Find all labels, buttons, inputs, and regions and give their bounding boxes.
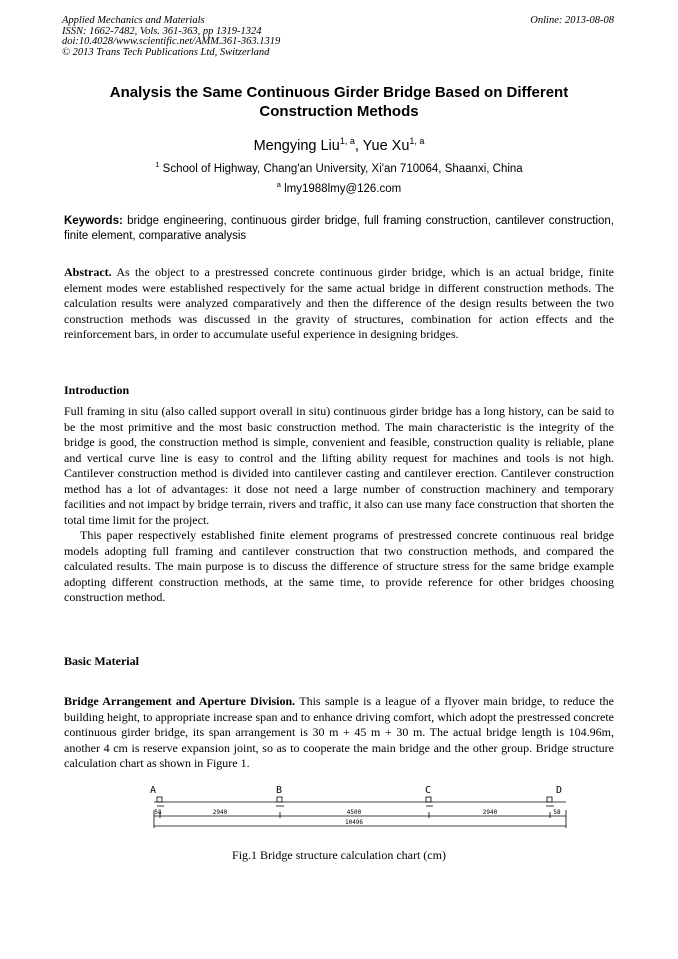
affiliation-text: School of Highway, Chang'an University, Xi'an 710064, Shaanxi, China (162, 162, 523, 175)
journal-name: Applied Mechanics and Materials (62, 15, 205, 26)
support-label-d: D (556, 785, 563, 796)
keywords-text: bridge engineering, continuous girder bridge, full framing construction, cantilever construction, finite element, comparative analysis (64, 215, 614, 242)
dim-span-1: 2940 (212, 809, 228, 816)
authors (64, 132, 614, 155)
dim-end-left: 58 (154, 809, 162, 816)
paper-title (64, 83, 614, 121)
bridge-arrangement-text: This sample is a league of a flyover main bridge, to reduce the building height, to appropriate increase span and to enhance driving comfort, which adopt the prestressed concrete continuous girder bridge, its span arrangement is 30 m + 45 m + 30 m. The actual bridge length is 104.96m, another 4 cm is reserve expansion joint, so as to cooperate the main bridge and the other group. Bridge structure calculation chart as shown in Figure 1. (64, 694, 615, 770)
support-d-symbol (546, 797, 554, 806)
author-2-sup: 1, a (409, 136, 425, 146)
introduction-body (64, 404, 614, 606)
dim-span-2: 4500 (346, 809, 362, 816)
email-sup: a (276, 180, 281, 189)
support-c-symbol (426, 797, 433, 806)
title-line-2: Construction Methods (259, 103, 419, 120)
copyright-line: © 2013 Trans Tech Publications Ltd, Switzerland (62, 46, 270, 58)
abstract-label: Abstract. (64, 265, 112, 279)
affiliation (64, 158, 614, 176)
title-line-1: Analysis the Same Continuous Girder Bridge Based on Different (109, 84, 569, 101)
introduction-paragraph-2: This paper respectively established finite element programs of prestressed concrete continuous real bridge models adopting full framing and cantilever construction that two construction methods, and compared the calculated results. The main purpose is to discuss the difference of structure stress for the same bridge example adopting different construction methods, at the same time, to provide reference for other bridges choosing construction method. (64, 528, 614, 604)
author-email (64, 178, 614, 196)
bridge-structure-figure (148, 782, 572, 832)
journal-meta (62, 16, 280, 58)
issn-line: ISSN: 1662-7482, Vols. 361-363, pp 1319-1324 (62, 25, 262, 37)
affiliation-sup: 1 (155, 160, 160, 169)
support-label-a: A (150, 785, 157, 796)
keywords (64, 214, 614, 244)
author-2: Yue Xu (362, 137, 410, 154)
basic-material-heading: Basic Material (64, 654, 139, 668)
dim-end-right: 58 (553, 809, 561, 816)
support-label-b: B (276, 785, 283, 796)
dim-total: 10496 (344, 819, 364, 826)
author-separator: , (354, 137, 363, 154)
introduction-paragraph-1: Full framing in situ (also called support overall in situ) continuous girder bridge has a long history, can be said to be the most primitive and the most basic construction method. The main characteristic is the integrity of the bridge is good, the construction method is simple, convenient and feasible, construction quality is reliable, plane and vertical curve line is easy to control and the lifting ability request for machines and tools is not high. Cantilever construction method is divided into cantilever casting and cantilever erection. Cantilever construction method has a lot of advantages: it dose not need a large number of construction machinery and temporary facilities and not impact by bridge terrain, rivers and traffic, it also can use many face construction that shorten the total time limit for the project. (64, 404, 614, 527)
figure-caption: Fig.1 Bridge structure calculation chart (cm) (232, 848, 446, 862)
abstract (64, 265, 614, 343)
introduction-heading: Introduction (64, 383, 130, 397)
dim-span-3: 2940 (482, 809, 498, 816)
bridge-arrangement-run-in: Bridge Arrangement and Aperture Division. (64, 694, 296, 708)
author-1-sup: 1, a (339, 136, 355, 146)
keywords-label: Keywords: (64, 215, 123, 227)
support-a-symbol (157, 797, 164, 806)
abstract-text: As the object to a prestressed concrete continuous girder bridge, which is an actual bridge, finite element modes were established respectively for the same actual bridge in different construction methods. The calculation results were analyzed comparatively and then the difference of the design results between the two construction methods was discussed in the gravity of structures, combination for action effects and the reinforcement bars, in order to accumulate useful experience in designing bridges. (64, 265, 614, 341)
bridge-arrangement-paragraph (64, 694, 614, 772)
support-label-c: C (425, 785, 432, 796)
support-b-symbol (276, 797, 284, 806)
author-1: Mengying Liu (253, 137, 340, 154)
doi-line: doi:10.4028/www.scientific.net/AMM.361-363.1319 (62, 36, 281, 47)
email-text: lmy1988lmy@126.com (284, 182, 402, 195)
online-date: Online: 2013-08-08 (530, 15, 614, 26)
